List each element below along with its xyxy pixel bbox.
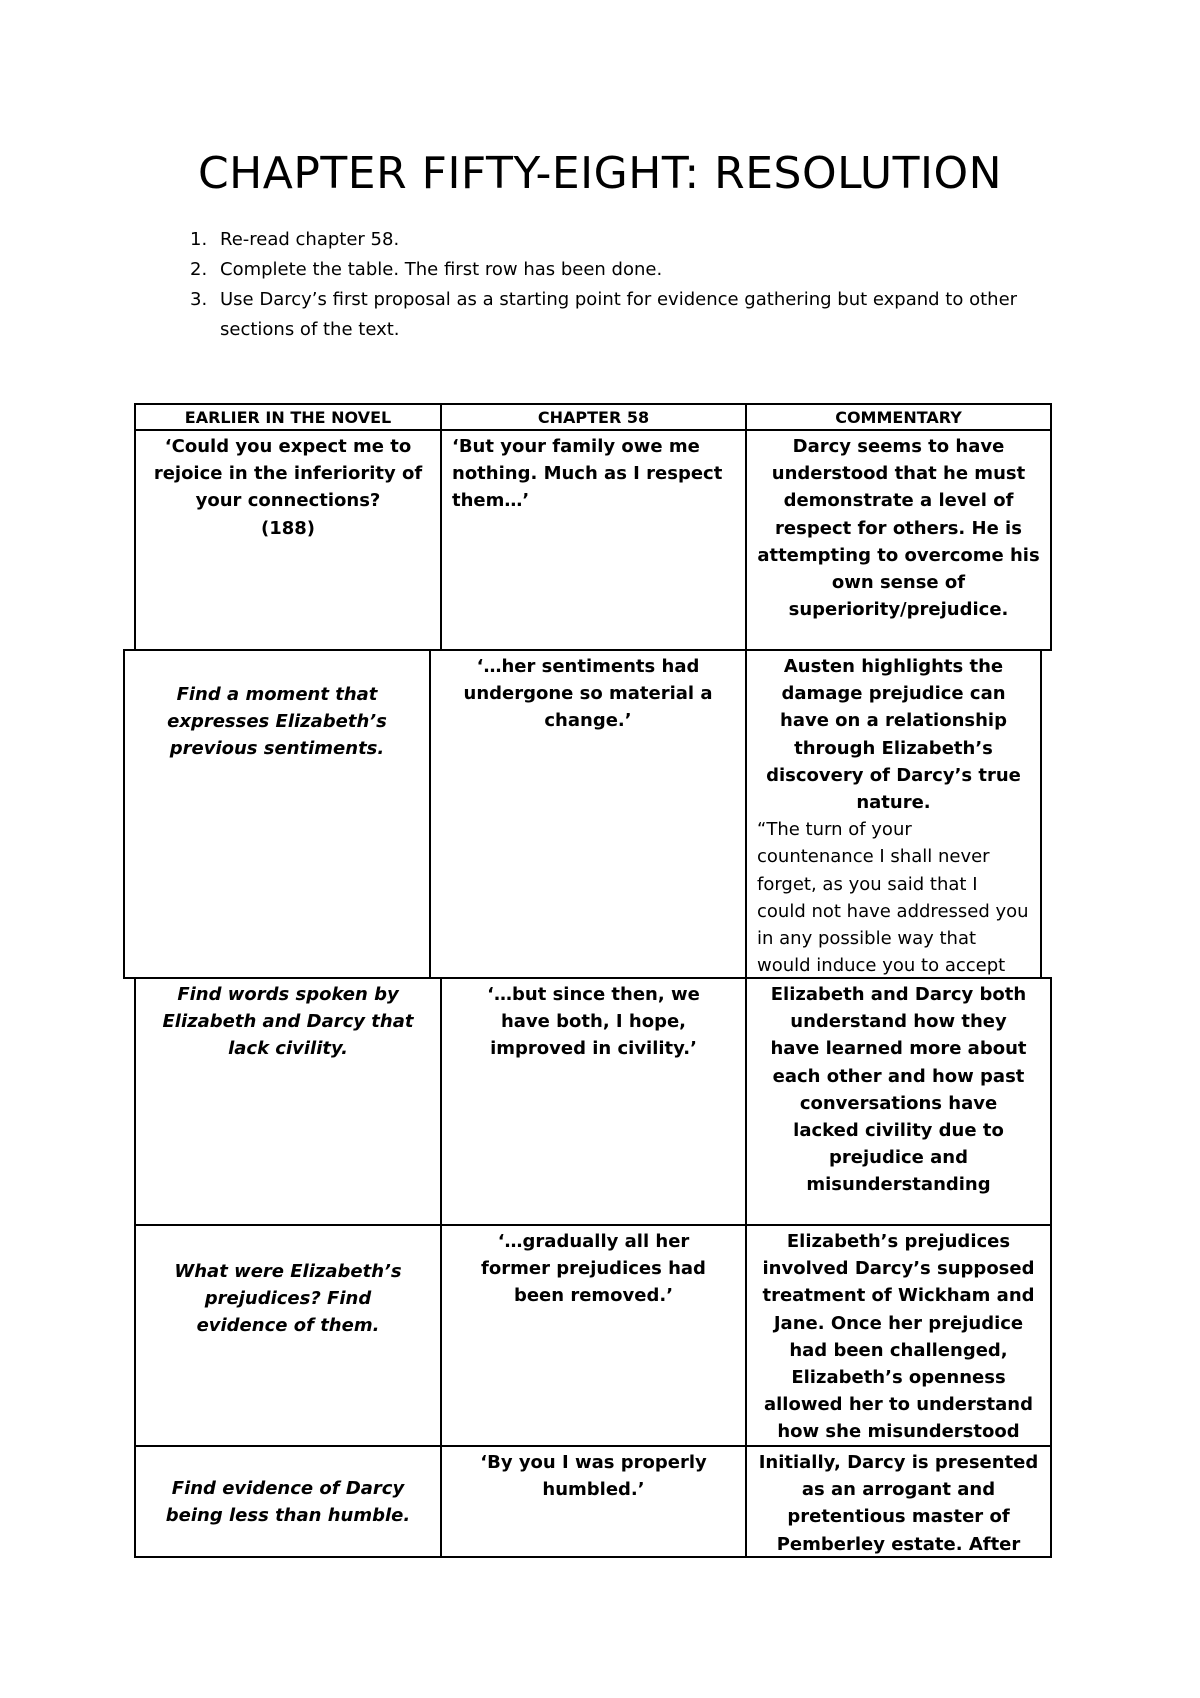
earlier-page-ref: (188) — [260, 517, 316, 539]
commentary-text: Initially, Darcy is presented as an arrogant and pretentious master of Pemberley estate. After — [758, 1452, 1039, 1555]
earlier-prompt: What were Elizabeth’s prejudices? Find evidence of them. — [174, 1261, 402, 1337]
row3-commentary — [745, 977, 1052, 1226]
row2-earlier — [123, 649, 431, 979]
table-row — [0, 1445, 1200, 1558]
commentary-text: Elizabeth and Darcy both understand how they have learned more about each other and how past conversations have lacked civility due to prejudice and misunderstanding — [770, 984, 1027, 1196]
instructions-list — [190, 225, 1070, 345]
chapter58-quote: ‘But your family owe me nothing. Much as I respect them…’ — [452, 436, 723, 512]
instruction-text: Re-read chapter 58. — [220, 229, 400, 250]
instruction-text: Complete the table. The first row has been done. — [220, 259, 663, 280]
earlier-prompt: Find a moment that expresses Elizabeth’s previous sentiments. — [167, 684, 387, 760]
row5-chapter58 — [440, 1445, 747, 1558]
row5-earlier — [134, 1445, 442, 1558]
instruction-number: 3. — [190, 289, 208, 310]
row2-commentary — [745, 649, 1042, 979]
earlier-prompt: Find evidence of Darcy being less than humble. — [165, 1478, 411, 1527]
instruction-number: 2. — [190, 259, 208, 280]
table-header-row — [0, 403, 1200, 431]
row4-earlier — [134, 1224, 442, 1447]
header-commentary: COMMENTARY — [745, 403, 1052, 431]
table-row — [0, 649, 1200, 979]
commentary-text: Elizabeth’s prejudices involved Darcy’s supposed treatment of Wickham and Jane. Once her prejudice had been challenged, Elizabeth’s openness allowed her to understand how she misunderstood — [762, 1231, 1035, 1443]
table-row — [0, 1224, 1200, 1447]
earlier-prompt: Find words spoken by Elizabeth and Darcy that lack civility. — [162, 984, 414, 1060]
chapter58-quote: ‘…gradually all her former prejudices had been removed.’ — [481, 1231, 706, 1307]
instruction-item — [190, 255, 1070, 285]
row2-chapter58 — [429, 649, 747, 979]
commentary-text: Darcy seems to have understood that he must demonstrate a level of respect for others. He is attempting to overcome his own sense of superiority/prejudice. — [757, 436, 1040, 621]
row1-chapter58 — [440, 429, 747, 651]
row3-chapter58 — [440, 977, 747, 1226]
instruction-item — [190, 285, 1070, 345]
row3-earlier — [134, 977, 442, 1226]
row4-chapter58 — [440, 1224, 747, 1447]
commentary-quote: “The turn of your countenance I shall never forget, as you said that I could not have addressed you in any possible way that would induce you to accept — [757, 819, 1029, 977]
row4-commentary — [745, 1224, 1052, 1447]
table-row — [0, 977, 1200, 1226]
page-title: CHAPTER FIFTY-EIGHT: RESOLUTION — [197, 148, 1003, 199]
row5-commentary — [745, 1445, 1052, 1558]
row1-commentary — [745, 429, 1052, 651]
row1-earlier — [134, 429, 442, 651]
table-row — [0, 429, 1200, 651]
earlier-quote: ‘Could you expect me to rejoice in the inferiority of your connections? — [153, 436, 423, 512]
header-chapter58: CHAPTER 58 — [440, 403, 747, 431]
instruction-item — [190, 225, 1070, 255]
instruction-number: 1. — [190, 229, 208, 250]
header-earlier: EARLIER IN THE NOVEL — [134, 403, 442, 431]
chapter58-quote: ‘…her sentiments had undergone so material a change.’ — [463, 656, 713, 732]
instruction-text: Use Darcy’s first proposal as a starting point for evidence gathering but expand to other sections of the text. — [220, 289, 1018, 340]
chapter58-quote: ‘By you I was properly humbled.’ — [480, 1452, 707, 1501]
chapter58-quote: ‘…but since then, we have both, I hope, improved in civility.’ — [487, 984, 700, 1060]
commentary-text: Austen highlights the damage prejudice can have on a relationship through Elizabeth’s discovery of Darcy’s true nature. — [766, 656, 1021, 814]
